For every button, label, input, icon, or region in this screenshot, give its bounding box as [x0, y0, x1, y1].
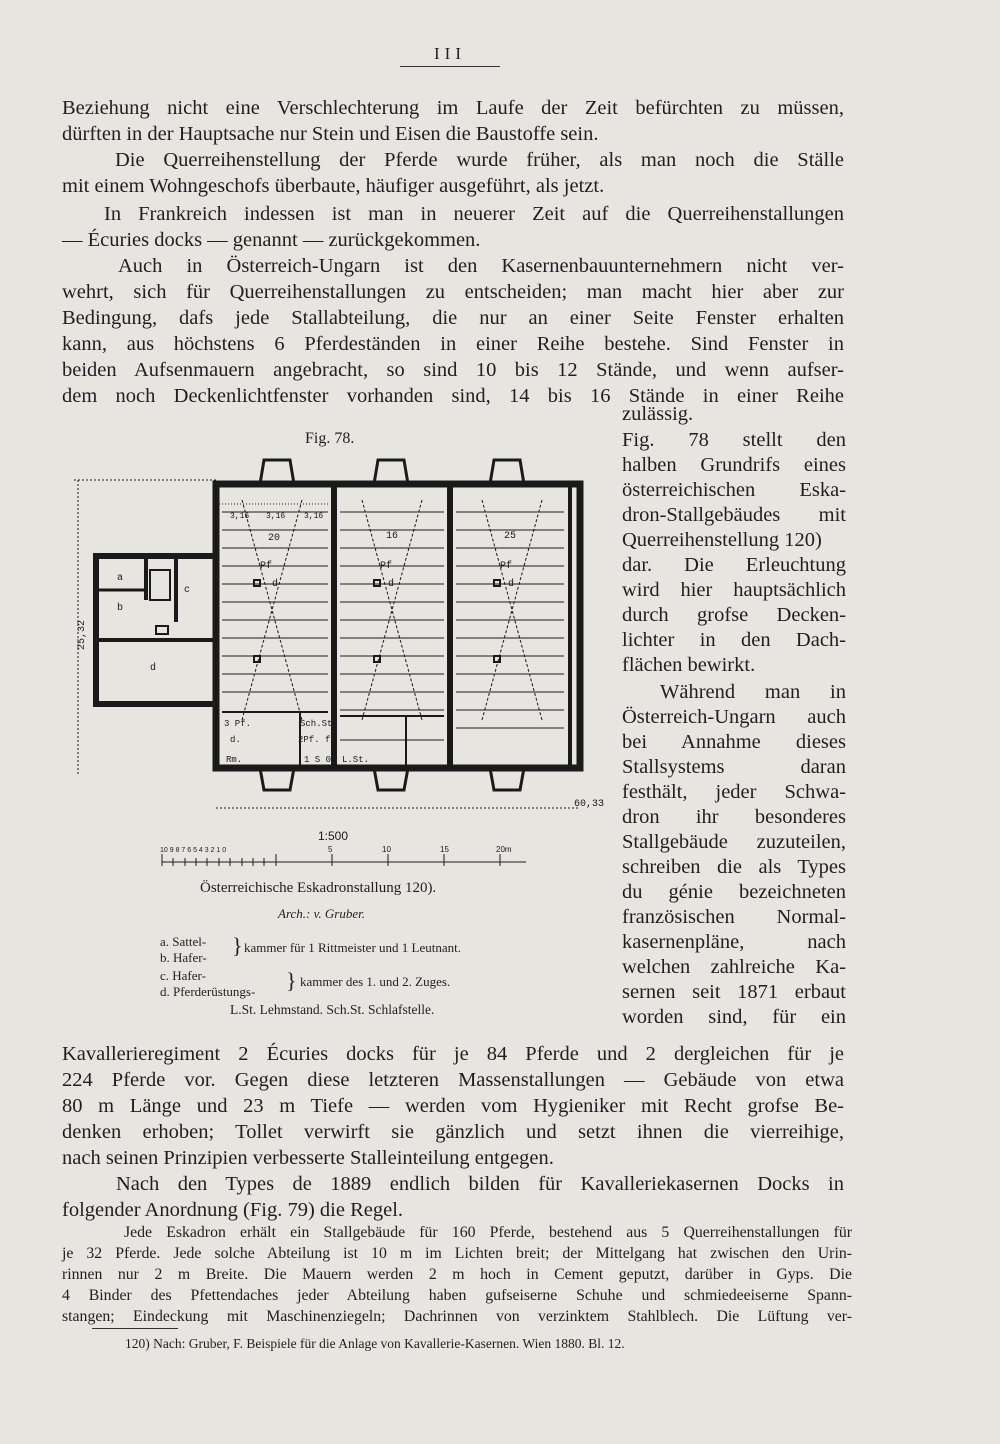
- plan-label: d: [388, 579, 395, 590]
- stall-count: 25: [504, 531, 517, 542]
- side-line: worden sind, für ein: [622, 1006, 846, 1028]
- side-line: sernen seit 1871 erbaut: [622, 981, 846, 1003]
- dim-label: 3,16: [230, 512, 250, 521]
- plan-label: Pf: [500, 561, 513, 572]
- side-line: wird hier hauptsächlich: [622, 579, 846, 601]
- side-line: Während man in: [660, 681, 846, 703]
- stall-count: 16: [386, 531, 399, 542]
- small-print-line: 4 Binder des Pfettendaches jeder Abteilung haben gufseiserne Schuhe und schmiedeeiserne Spann-: [62, 1287, 852, 1304]
- side-line: durch grofse Decken-: [622, 604, 846, 626]
- side-line: österreichischen Eska-: [622, 479, 846, 501]
- side-line: festhält, jeder Schwa-: [622, 781, 846, 803]
- scale-tick: 5: [328, 845, 333, 854]
- text-line: In Frankreich indessen ist man in neuerer Zeit auf die Querreihenstallungen: [104, 203, 844, 225]
- legend-brace: }: [232, 933, 243, 958]
- scale-ticks: 10 9 8 7 6 5 4 3 2 1 0: [160, 847, 227, 854]
- side-line: bei Annahme dieses: [622, 731, 846, 753]
- text-line: dem noch Deckenlichtfenster vorhanden sind, 14 bis 16 Stände in einer Reihe: [62, 385, 844, 407]
- figure-label: Fig. 78.: [305, 430, 355, 447]
- text-line: dürften in der Hauptsache nur Stein und Eisen die Baustoffe sein.: [62, 123, 599, 145]
- legend-abbreviations: L.St. Lehmstand. Sch.St. Schlafstelle.: [230, 1002, 435, 1017]
- side-line: Österreich-Ungarn auch: [622, 706, 846, 728]
- text-line: 80 m Länge und 23 m Tiefe — werden vom Hygieniker mit Recht grofse Be-: [62, 1095, 844, 1117]
- legend-c: c. Hafer-: [160, 968, 206, 983]
- small-print-line: je 32 Pferde. Jede solche Abteilung ist 10 m im Lichten breit; der Mittelgang hat zwischen den Urin-: [62, 1245, 852, 1262]
- text-line: mit einem Wohngeschofs überbaute, häufiger ausgeführt, als jetzt.: [62, 175, 605, 197]
- legend-b: b. Hafer-: [160, 950, 207, 965]
- dim-width: 60,33: [574, 799, 605, 810]
- text-line: denken erhoben; Tollet verwirft sie gänzlich und setzt ihnen die vierreihige,: [62, 1121, 844, 1143]
- side-line: dar. Die Erleuchtung: [622, 554, 846, 576]
- small-print-line: rinnen nur 2 m Breite. Die Mauern werden 2 m hoch in Cement geputzt, darüber in Gyps. Die: [62, 1266, 852, 1283]
- text-line: nach seinen Prinzipien verbesserte Stalleinteilung entgegen.: [62, 1147, 554, 1169]
- side-line: schreiben die als Types: [622, 856, 846, 878]
- text-line: beiden Aufsenmauern angebracht, so sind 10 bis 12 Stände, und wenn aufser-: [62, 359, 844, 381]
- side-line: flächen bewirkt.: [622, 654, 756, 676]
- side-line: kasernenpläne, nach: [622, 931, 846, 953]
- text-line: Auch in Österreich-Ungarn ist den Kasernenbauunternehmern nicht ver-: [118, 255, 844, 277]
- side-line: Stallsystems daran: [622, 756, 846, 778]
- floor-plan-figure: [70, 450, 610, 870]
- small-print-line: stangen; Eindeckung mit Maschinenziegeln; Dachrinnen von verzinktem Stahlblech. Die Lüftung ver-: [62, 1308, 852, 1325]
- scale-ratio: 1:500: [318, 829, 349, 843]
- dim-label: 3,16: [266, 512, 286, 521]
- dim-label: 3,16: [304, 512, 324, 521]
- header-rule: [400, 66, 500, 67]
- page-number: III: [434, 44, 466, 63]
- figure-credit: Arch.: v. Gruber.: [278, 906, 366, 921]
- text-line: 224 Pferde vor. Gegen diese letzteren Massenstallungen — Gebäude von etwa: [62, 1069, 844, 1091]
- side-line: lichter in den Dach-: [622, 629, 846, 651]
- plan-label: 2Pf. f.: [298, 735, 336, 745]
- text-line: Bedingung, dafs jede Stallabteilung, die nur an einer Seite Fenster erhalten: [62, 307, 844, 329]
- side-line: dron ihr besonderes: [622, 806, 846, 828]
- plan-label: Rm.: [226, 755, 243, 765]
- legend-brace: }: [286, 968, 297, 993]
- side-line: halben Grundrifs eines: [622, 454, 846, 476]
- legend-d: d. Pferderüstungs-: [160, 984, 256, 999]
- side-line: Fig. 78 stellt den: [622, 429, 846, 451]
- plan-label: d: [272, 579, 279, 590]
- text-line: Beziehung nicht eine Verschlechterung im Laufe der Zeit befürchten zu müssen,: [62, 97, 844, 119]
- side-line: du génie bezeichneten: [622, 881, 846, 903]
- plan-label: Pf: [260, 561, 273, 572]
- room-label: b: [117, 603, 124, 614]
- room-label: a: [117, 573, 124, 584]
- text-line: zulässig.: [622, 403, 694, 425]
- text-line: Nach den Types de 1889 endlich bilden für Kavalleriekasernen Docks in: [116, 1173, 844, 1195]
- plan-label: d.: [230, 735, 241, 745]
- footnote: 120) Nach: Gruber, F. Beispiele für die Anlage von Kavallerie-Kasernen. Wien 1880. Bl. 12.: [125, 1336, 625, 1351]
- side-line: französischen Normal-: [622, 906, 846, 928]
- figure-caption: Österreichische Eskadronstallung 120).: [200, 880, 437, 896]
- side-line: welchen zahlreiche Ka-: [622, 956, 846, 978]
- small-print-line: Jede Eskadron erhält ein Stallgebäude für 160 Pferde, bestehend aus 5 Querreihenstallungen für: [124, 1224, 852, 1241]
- stall-count: 20: [268, 533, 281, 544]
- side-line: Querreihenstellung 120): [622, 529, 822, 551]
- plan-label: 3 Pf.: [224, 719, 252, 729]
- room-label: c: [184, 585, 191, 596]
- scale-tick: 10: [382, 845, 391, 854]
- side-line: dron-Stallgebäudes mit: [622, 504, 846, 526]
- plan-label: d: [508, 579, 515, 590]
- dim-height: 25,32: [77, 619, 88, 650]
- plan-label: Sch.St: [300, 719, 333, 729]
- legend-a: a. Sattel-: [160, 934, 207, 949]
- plan-label: L.St.: [342, 755, 370, 765]
- legend-cd-text: kammer des 1. und 2. Zuges.: [300, 974, 451, 989]
- text-line: wehrt, sich für Querreihenstallungen zu entscheiden; man macht hier aber zur: [62, 281, 844, 303]
- plan-label: Pf: [380, 561, 393, 572]
- plan-label: 1 S 0: [304, 755, 332, 765]
- text-line: kann, aus höchstens 6 Pferdeständen in einer Reihe bestehe. Sind Fenster in: [62, 333, 844, 355]
- room-label: d: [150, 663, 157, 674]
- side-line: Stallgebäude zuzuteilen,: [622, 831, 846, 853]
- text-line: Die Querreihenstellung der Pferde wurde früher, als man noch die Ställe: [115, 149, 844, 171]
- text-line: Kavallerieregiment 2 Écuries docks für je 84 Pferde und 2 dergleichen für je: [62, 1043, 844, 1065]
- scale-tick: 15: [440, 845, 449, 854]
- scale-tick: 20m: [496, 845, 512, 854]
- legend-ab-text: kammer für 1 Rittmeister und 1 Leutnant.: [244, 940, 461, 955]
- footnote-rule: [92, 1328, 178, 1329]
- text-line: — Écuries docks — genannt — zurückgekommen.: [62, 229, 481, 251]
- text-line: folgender Anordnung (Fig. 79) die Regel.: [62, 1199, 404, 1221]
